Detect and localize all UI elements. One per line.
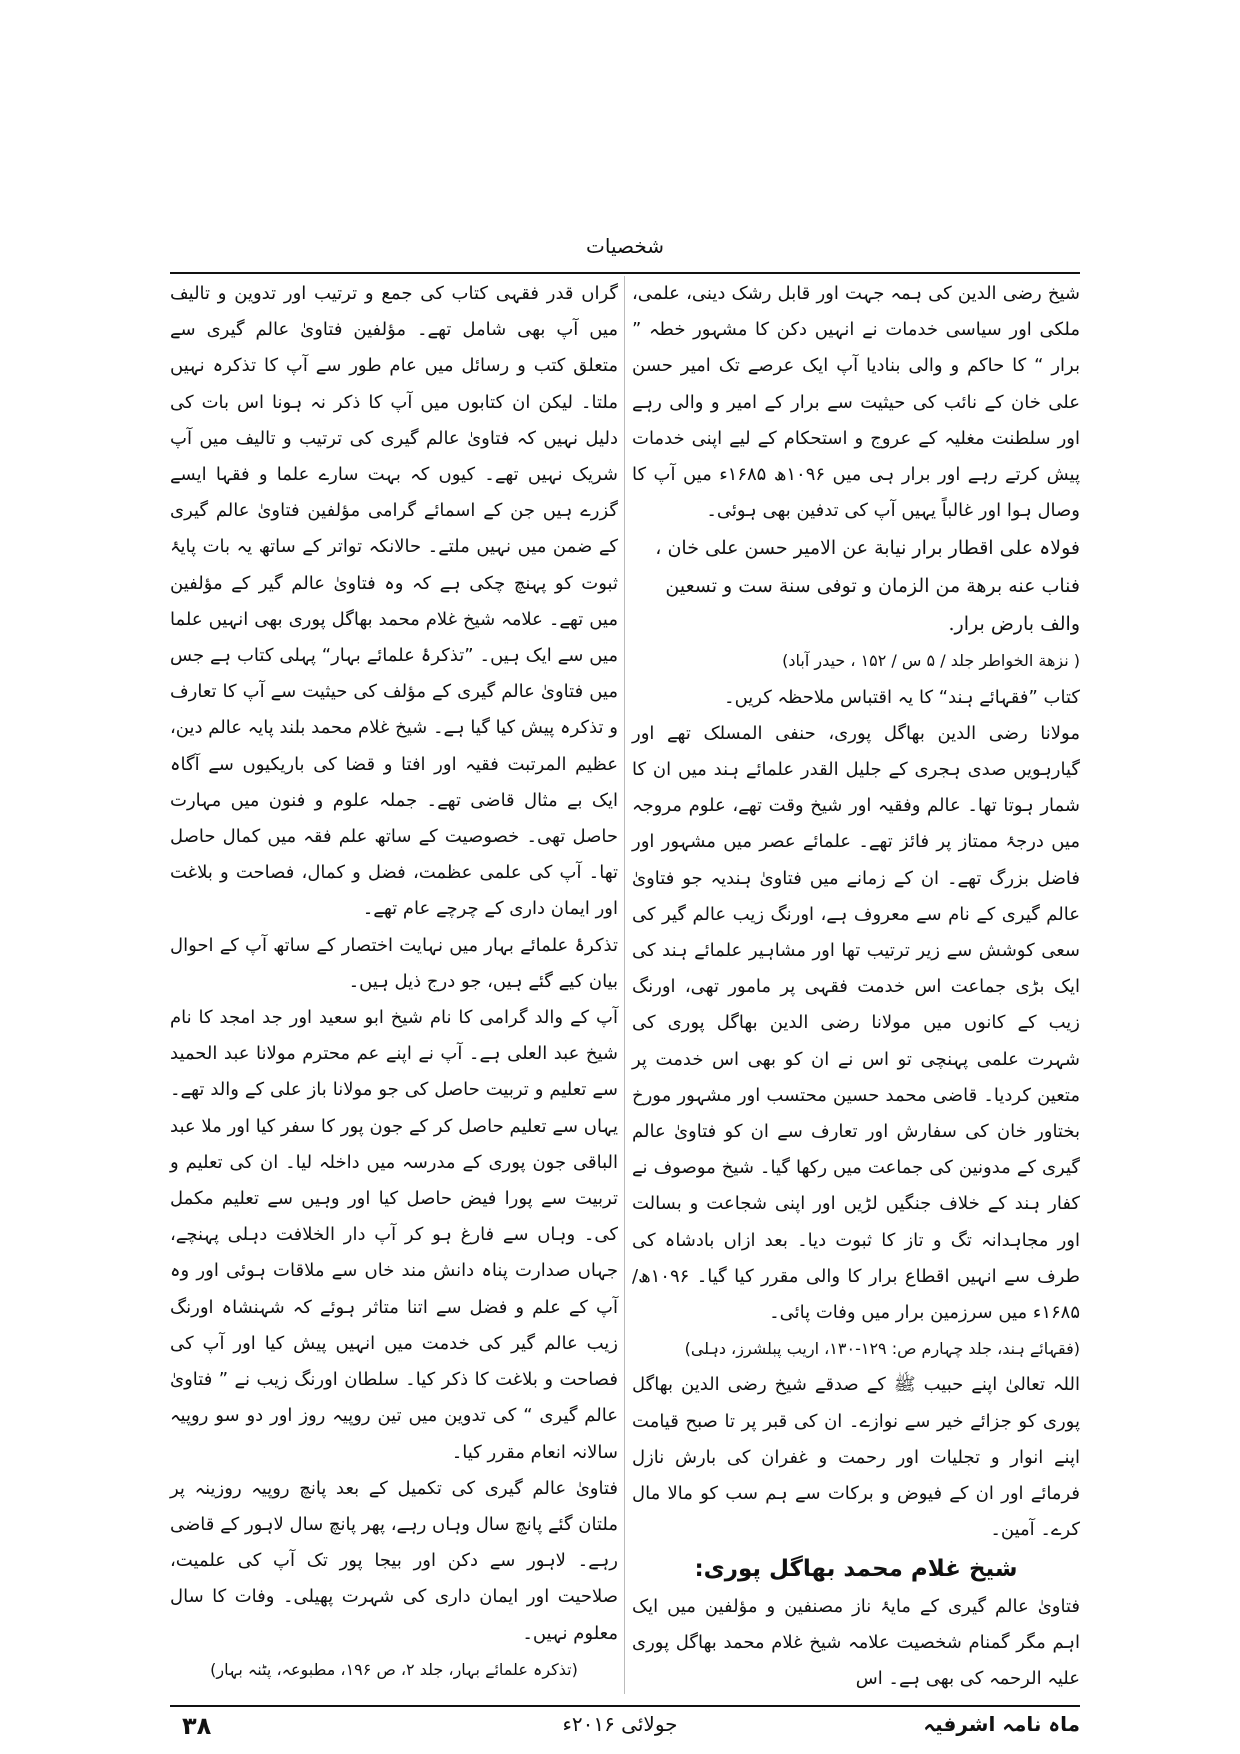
footer-magazine-name: ماہ نامہ اشرفیہ bbox=[923, 1712, 1080, 1736]
footer-issue-date: جولائی ۲۰۱۶ء bbox=[562, 1712, 678, 1736]
citation: (تذکرہ علمائے بہار، جلد ۲، ص ۱۹۶، مطبوعہ، پٹنہ بہار) bbox=[210, 1659, 578, 1679]
left-column bbox=[170, 276, 618, 1688]
section-heading: شیخ غلام محمد بھاگل پوری: bbox=[694, 1555, 1018, 1582]
paragraph: مولانا رضی الدین بھاگل پوری، حنفی المسلک تھے اور گیارہویں صدی ہجری کے جلیل القدر علمائے ہند میں ان کا شمار ہوتا تھا۔ عالم وفقیہ اور شیخ وقت تھے، علوم مروجہ میں درجۂ ممتاز پر فائز تھے۔ علمائے عصر میں مشہور اور فاضل بزرگ تھے۔ ان کے زمانے میں فتاویٰ ہندیہ جو فتاویٰ عالم گیری کے نام سے معروف ہے، اورنگ زیب عالم گیر کی سعی کوشش سے زیر ترتیب تھا اور مشاہیر علمائے ہند کی ایک بڑی جماعت اس خدمت فقہی پر مامور تھی، اورنگ زیب کے کانوں میں مولانا رضی الدین بھاگل پوری کی شہرت علمی پہنچی تو اس نے ان کو بھی اس خدمت پر متعین کردیا۔ قاضی محمد حسین محتسب اور مشہور مورخ بختاور خان کی سفارش اور تعارف سے ان کو فتاویٰ عالم گیری کے مدونین کی جماعت میں رکھا گیا۔ شیخ موصوف نے کفار ہند کے خلاف جنگیں لڑیں اور اپنی شجاعت و بسالت اور مجاہدانہ تگ و تاز کا ثبوت دیا۔ بعد ازاں بادشاہ کی طرف سے انہیں اقطاع برار کا والی مقرر کیا گیا۔ ۱۰۹۶ھ/۱۶۸۵ء میں سرزمین برار میں وفات پائی۔ bbox=[632, 722, 1080, 1324]
column-divider bbox=[624, 276, 625, 1694]
paragraph: اللہ تعالیٰ اپنے حبیب ﷺ کے صدقے شیخ رضی الدین بھاگل پوری کو جزائے خیر سے نوازے۔ ان کی قبر پر تا صبح قیامت اپنے انوار و تجلیات اور رحمت و غفران کی بارش نازل فرمائے اور ان کے فیوض و برکات سے ہم سب کو مالا مال کرے۔ آمین۔ bbox=[632, 1374, 1080, 1541]
running-head-section-title: شخصیات bbox=[586, 234, 664, 258]
paragraph: فتاویٰ عالم گیری کے مایۂ ناز مصنفین و مؤلفین میں ایک اہم مگر گمنام شخصیت علامہ شیخ غلام محمد بھاگل پوری علیہ الرحمہ کی بھی ہے۔ اس bbox=[632, 1595, 1080, 1689]
citation: (فقہائے ہند، جلد چہارم ص: ۱۲۹-۱۳۰، اریب پبلشرز، دہلی) bbox=[684, 1339, 1080, 1359]
paragraph: تذکرۂ علمائے بہار میں نہایت اختصار کے ساتھ آپ کے احوال بیان کیے گئے ہیں، جو درج ذیل ہیں۔ bbox=[170, 934, 618, 992]
paragraph: آپ کے والد گرامی کا نام شیخ ابو سعید اور جد امجد کا نام شیخ عبد العلی ہے۔ آپ نے اپنے عم محترم مولانا عبد الحمید سے تعلیم و تربیت حاصل کی جو مولانا باز علی کے والد تھے۔ یہاں سے تعلیم حاصل کر کے جون پور کا سفر کیا اور ملا عبد الباقی جون پوری کے مدرسہ میں داخلہ لیا۔ ان کی تعلیم و تربیت سے پورا فیض حاصل کیا اور وہیں سے تعلیم مکمل کی۔ وہاں سے فارغ ہو کر آپ دار الخلافت دہلی پہنچے، جہاں صدارت پناہ دانش مند خاں سے ملاقات ہوئی اور وہ آپ کے علم و فضل سے اتنا متاثر ہوئے کہ شہنشاہ اورنگ زیب عالم گیر کی خدمت میں انہیں پیش کیا اور آپ کی فصاحت و بلاغت کا ذکر کیا۔ سلطان اورنگ زیب نے ” فتاویٰ عالم گیری “ کی تدوین میں تین روپیہ روز اور دو سو روپیہ سالانہ انعام مقرر کیا۔ bbox=[170, 1007, 618, 1463]
header-rule bbox=[170, 272, 1080, 274]
footer-page-number: ۳۸ bbox=[182, 1712, 212, 1740]
paragraph: شیخ رضی الدین کی ہمہ جہت اور قابل رشک دینی، علمی، ملکی اور سیاسی خدمات نے انہیں دکن کا مشہور خطہ ” برار “ کا حاکم و والی بنادیا آپ ایک عرصے تک امیر حسن علی خان کے نائب کی حیثیت سے برار کے امیر و والی رہے اور سلطنت مغلیہ کے عروج و استحکام کے لیے اپنی خدمات پیش کرتے رہے اور برار ہی میں ۱۰۹۶ھ ۱۶۸۵ء میں آپ کا وصال ہوا اور غالباً یہیں آپ کی تدفین بھی ہوئی۔ bbox=[632, 283, 1080, 522]
footer-rule bbox=[170, 1705, 1080, 1707]
paragraph: گراں قدر فقہی کتاب کی جمع و ترتیب اور تدوین و تالیف میں آپ بھی شامل تھے۔ مؤلفین فتاویٰ عالم گیری سے متعلق کتب و رسائل میں عام طور سے آپ کا تذکرہ نہیں ملتا۔ لیکن ان کتابوں میں آپ کا ذکر نہ ہونا اس بات کی دلیل نہیں کہ فتاویٰ عالم گیری کی ترتیب و تالیف میں آپ شریک نہیں تھے۔ کیوں کہ بہت سارے علما و فقہا ایسے گزرے ہیں جن کے اسمائے گرامی مؤلفین فتاویٰ عالم گیری کے ضمن میں نہیں ملتے۔ حالانکہ تواتر کے ساتھ یہ بات پایۂ ثبوت کو پہنچ چکی ہے کہ وہ فتاویٰ عالم گیر کے مؤلفین میں تھے۔ علامہ شیخ غلام محمد بھاگل پوری بھی انہیں علما میں سے ایک ہیں۔ ”تذکرۂ علمائے بہار“ پہلی کتاب ہے جس میں فتاویٰ عالم گیری کے مؤلف کی حیثیت سے آپ کا تعارف و تذکرہ پیش کیا گیا ہے۔ شیخ غلام محمد بلند پایہ عالم دین، عظیم المرتبت فقیہ اور افتا و قضا کی باریکیوں سے آگاہ ایک بے مثال قاضی تھے۔ جملہ علوم و فنون میں مہارت حاصل تھی۔ خصوصیت کے ساتھ علم فقہ میں کمال حاصل تھا۔ آپ کی علمی عظمت، فضل و کمال، فصاحت و بلاغت اور ایمان داری کے چرچے عام تھے۔ bbox=[170, 283, 618, 920]
right-column bbox=[632, 276, 1080, 1697]
arabic-quote-citation: ( نزهة الخواطر جلد / ۵ س / ۱۵۲ ، حیدر آباد) bbox=[782, 651, 1080, 671]
arabic-quote: فولاہ علی اقطار برار نیابة عن الامیر حسن علی خان ، فناب عنه برهة من الزمان و توفی سنة ست و تسعین والف بارض برار. bbox=[655, 537, 1080, 636]
paragraph: فتاویٰ عالم گیری کی تکمیل کے بعد پانچ روپیہ روزینہ پر ملتان گئے پانچ سال وہاں رہے، پھر پانچ سال لاہور کے قاضی رہے۔ لاہور سے دکن اور بیجا پور تک آپ کی علمیت، صلاحیت اور ایمان داری کی شہرت پھیلی۔ وفات کا سال معلوم نہیں۔ bbox=[170, 1477, 618, 1644]
paragraph: کتاب ”فقہائے ہند“ کا یہ اقتباس ملاحظہ کریں۔ bbox=[724, 686, 1080, 708]
